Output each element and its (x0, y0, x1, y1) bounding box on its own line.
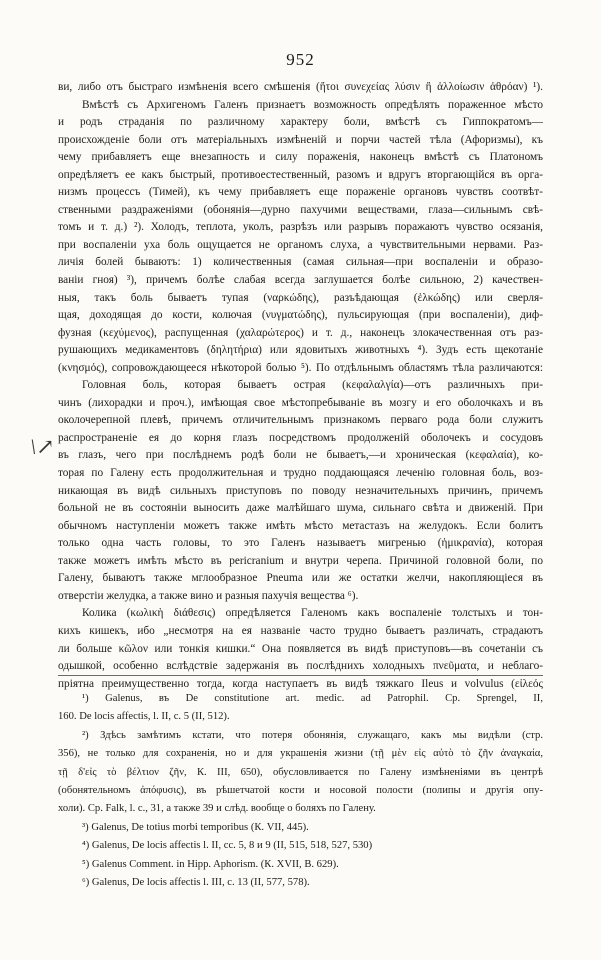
body-line: Галену, бываютъ также мглообразное Pneuma или же остатки желчи, накопляющіеся въ (58, 572, 543, 585)
footnote-line: ¹) Galenus, въ De constitutione art. medic. ad Patrophil. Cp. Sprengel, II, (82, 693, 543, 704)
footnote-line: 160. De locis affectis, l. II, c. 5 (II, 512). (58, 711, 230, 723)
footnote-line: ⁵) Galenus Comment. in Hipp. Aphorism. (К. XVII, В. 629). (82, 858, 339, 870)
body-line: торая по Галену есть продолжительная и трудно поддающаяся леченію головная боль, воз- (58, 467, 543, 480)
footnote-line: (обонятельномъ ἀπόφυσις), въ рѣшетчатой кости и носовой полости (полипы и другія опу- (58, 784, 543, 796)
body-line: обычномъ наступленіи можетъ также имѣть мѣсто метастазъ на желудокъ. Если болитъ (58, 519, 543, 532)
footnote-line: холи). Cp. Falk, l. c., 31, а также 39 и слѣд. вообще о боляхъ по Галену. (58, 803, 376, 815)
body-line: распространеніе ея до корня глазъ посредствомъ продолженій оболочекъ и сосудовъ (58, 431, 543, 444)
body-line: ваніи гноя) ³), причемъ болѣе слабая всегда заглушается болѣе сильною, 2) качествен- (58, 274, 543, 287)
body-line: околочерепной плевѣ, причемъ отличительнымъ признакомъ перваго рода боли служитъ (58, 414, 543, 427)
body-line: Колика (κωλικὴ διάθεσις) опредѣляется Галеномъ какъ воспаленіе толстыхъ и тон- (82, 607, 543, 620)
body-line: ви, либо отъ быстраго измѣненія всего смѣшенія (ἤτοι συνεχείας λύσιν ἢ ἀλλοίωσιν ἀθρόαν) ¹). (58, 81, 543, 93)
body-line: и родъ страданія по различному характеру боли, вмѣстѣ съ Гиппократомъ— (58, 116, 543, 129)
body-line: въ глазъ, чего при послѣднемъ родѣ боли не бываетъ,—и хроническая (κεφαλαία), ко- (58, 449, 543, 462)
body-line: низмъ процессъ (Тимей), къ чему прибавляетъ еще пораженіе органовъ чувствъ соотвѣт- (58, 186, 543, 199)
body-line: фузная (κεχύμενος), распущенная (χαλαρώτερος) и т. д., наконецъ злокачественная отъ раз- (58, 326, 543, 339)
body-line: происхожденіе боли отъ матеріальныхъ измѣненій и порчи частей тѣла (Афоризмы), къ (58, 133, 543, 146)
footnotes (58, 690, 543, 892)
body-line: рушающихъ медикаментовъ (δηλητήρια) или ядовитыхъ животныхъ ⁴). Зудъ есть щекотаніе (58, 344, 543, 357)
body-line: больной не въ состояніи выносить даже малѣйшаго шума, сильнаго свѣта и движеній. При (58, 502, 543, 515)
body-line: отверстіи желудка, а также вино и разныя пахучія вещества ⁶). (58, 589, 359, 602)
body-line: пріятна преимущественно тогда, когда наступаетъ въ видѣ тяжкаго Ileus и volvulus (εἰλεός (58, 677, 543, 690)
footnote-line: ²) Здѣсь замѣтимъ кстати, что потеря обонянія, служащаго, какъ мы видѣли (стр. (82, 729, 543, 741)
body-line: ли больше κῶλον или тонкія кишки.“ Она появляется въ видѣ приступовъ—въ сочетаніи съ (58, 642, 543, 655)
body-line: ственными раздраженіями (обонянія—дурно пахучими веществами, глаза—сильнымъ свѣ- (58, 203, 543, 216)
footnote-divider (58, 675, 543, 676)
footnote-line: 356), не только для сохраненія, но и для украшенія жизни (τῇ μὲν εἰς αὐτὸ τὸ ζῆν ἀναγκαία, (58, 748, 543, 760)
footnote-line: ⁴) Galenus, De locis affectis l. II, cc. 5, 8 и 9 (II, 515, 518, 527, 530) (82, 840, 373, 852)
footnote-line: ⁶) Galenus, De locis affectis l. III, c. 13 (II, 577, 578). (82, 876, 310, 888)
body-line: также можетъ имѣть мѣсто въ pericranium и внутри черепа. Причиной головной боли, по (58, 554, 543, 567)
body-line: кихъ кишекъ, ибо „несмотря на ея названіе часто трудно бываетъ различать, страдаютъ (58, 624, 543, 637)
body-line: томъ и т. д.) ²). Холодъ, теплота, уколъ, разрѣзъ или разрывъ поражаютъ чувство осязанія, (58, 221, 543, 234)
page-number: 952 (286, 50, 315, 69)
body-line: чему прибавляетъ еще внезапность и силу пораженія, наконецъ вмѣстѣ съ Платономъ (58, 151, 543, 164)
footnote-line: τῇ δ'εἰς τὸ βέλτιον ζῆν, К. III, 650), обусловливается по Галену измѣненіями въ центрѣ (58, 766, 543, 778)
footnote-line: ³) Galenus, De totius morbi temporibus (К. VII, 445). (82, 821, 309, 833)
body-line: Головная боль, которая бываетъ острая (κεφαλαλγία)—отъ различныхъ при- (82, 379, 543, 392)
body-line: чинъ (лихорадки и проч.), имѣющая свое мѣстопребываніе въ мозгу и его оболочкахъ и въ (58, 396, 543, 409)
body-line: одышкой, особенно вслѣдствіе задержанія въ послѣднихъ холодныхъ πνεῦματα, и неблаго- (58, 660, 543, 673)
body-line: ныя, такъ боль бываетъ тупая (ναρκώδης), разъѣдающая (ἑλκώδης) или сверля- (58, 291, 543, 304)
body-line: при воспаленіи уха боль ощущается не органомъ слуха, а чувствительными нервами. Раз- (58, 238, 543, 251)
body-line: Вмѣстѣ съ Архигеномъ Галенъ признаетъ возможность опредѣлять пораженное мѣсто (82, 98, 543, 111)
body-line: щая, доходящая до кости, колючая (νυγματώδης), пульсирующая (при воспаленіи), диф- (58, 309, 543, 322)
body-line: опредѣляетъ ее какъ быстрый, противоестественный, разомъ и вдругъ вторгающійся въ орга- (58, 168, 543, 181)
handwritten-margin-mark: \↗ (30, 434, 55, 459)
body-line: только одна часть головы, то это Галенъ называетъ мигренью (ἡμικρανία), которая (58, 537, 543, 550)
body-line: личія болей бываютъ: 1) количественныя (самая сильная—при воспаленіи и образо- (58, 256, 543, 269)
body-line: (κνησμός), сопровождающееся нѣкоторой болью ⁵). По отдѣльнымъ областямъ тѣла различаются: (58, 361, 543, 374)
body-text (58, 79, 543, 693)
body-line: никающая въ видѣ сильныхъ приступовъ по поводу незначительныхъ причинъ, причемъ (58, 484, 543, 497)
